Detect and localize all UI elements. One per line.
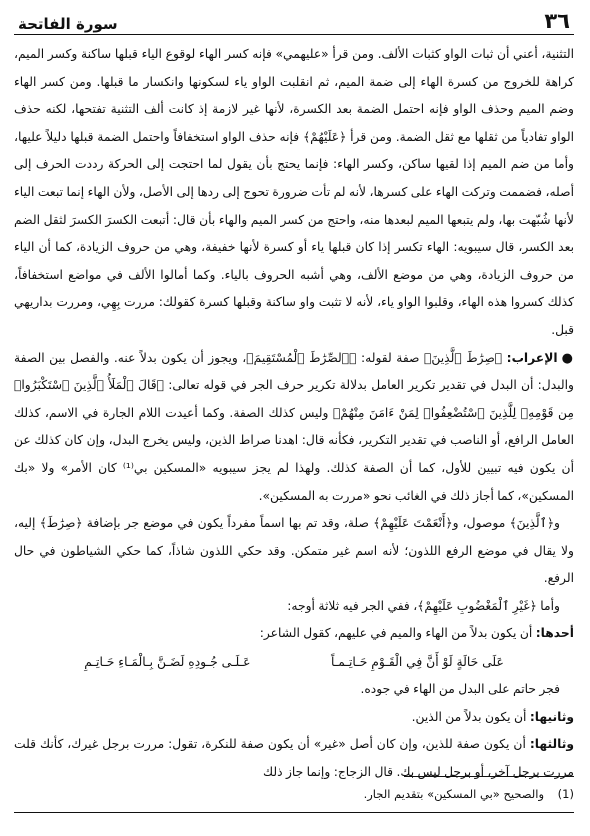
bullet-icon: ● (561, 350, 574, 366)
paragraph-verse-explanation: فجر حاتم على البدل من الهاء في جوده. (360, 682, 560, 697)
paragraph-alladhina: و﴿ٱلَّذِينَ﴾ موصول، و﴿أَنْعَمْتَ عَلَيْهِمْ﴾ صلة، وقد تم بها اسماً مفرداً يكون في موضع جر بإضافة ﴿صِرَٰطَ﴾ إليه، ولا يقال في موضع الرفع اللذون؛ لأنه اسم غير متمكن. وقد حكي اللذون شاذاً، كما حكي الشياطون في حال الرفع. (14, 516, 574, 586)
page-body (14, 35, 574, 786)
second-aspect-label: وثانيها: (529, 709, 574, 724)
page-number: ٣٦ (544, 9, 570, 33)
paragraph-qiraat: التثنية، أعني أن ثبات الواو كثبات الألف. ومن قرأ «عليهمي» فإنه كسر الهاء لوقوع الياء قبلها ساكنة وكسر الميم، كراهة للخروج من كسرة الهاء إلى ضمة الميم، ثم انقلبت الواو ياء لسكونها وانكسار ما قبلها. ومن كسر الهاء وضم الميم وحذف الواو فإنه احتمل الضمة بعد الكسرة، لأنها غير لازمة إذ كانت ألف التثنية تفتحها، لكنه حذف الواو تفادياً من ثقلها مع ثقل الضمة. ومن قرأ ﴿عَلَيْهُمْ﴾ فإنه حذف الواو استخفافاً واحتمل الضمة قبلها دليلاً عليها، وأما من ضم الميم إذا لقيها ساكن، وكسر الهاء: فإنما يحتج بأن يقول لما احتجت إلى الحركة رددت الحرف إلى أصله، فضممت وتركت الهاء على كسرها، لأنه لم تأت ضرورة تحوج إلى ردها إلى الأصل، ولأن الهاء إنما تبعت الياء لأنها شُبّهت بها، ولم يتبعها الميم لبعدها منه، واحتج من كسر الميم والهاء بأن قال: أتبعت الكسرَ الكسرَ لثقل الضم بعد الكسر، قال سيبويه: الهاء تكسر إذا كان قبلها ياء أو كسرة لأنها خفيفة، وهي من حروف الزيادة، كما أن الياء من حروف الزيادة، وهي من موضع الألف، وهي أشبه الحروف بالياء. وكما أمالوا الألف في مواضع استخفافاً، كذلك كسروا هذه الهاء، وقلبوا الواو ياء، لأنه لا تثبت واو ساكنة وقبلها كسرة كقولك: مررت بِهِي، ومررت بداريهي قبل. (14, 47, 574, 337)
third-aspect-label: وثالثها: (529, 737, 574, 752)
footnote-number: (1) (557, 787, 574, 801)
paragraph-third-aspect (14, 731, 574, 786)
i3rab-heading: الإعراب: (506, 350, 558, 365)
page-bottom-rule (14, 812, 574, 813)
footnote (14, 783, 574, 805)
verse-hemistich-second: عَـلَـى جُـودِهِ لَضَـنَّ بِـالْمَـاءِ حَـاتِـمِ (84, 655, 251, 670)
second-aspect-text: أن يكون بدلاً من الذين. (411, 709, 527, 724)
footnote-separator (404, 776, 574, 777)
third-aspect-text: أن يكون صفة للذين، وإن كان أصل «غير» أن يكون صفة للنكرة، تقول: مررت برجل غيرك، كأنك قلت مررت برجل آخر، أو برجل ليس بك. قال الزجاج: وإنما جاز ذلك (14, 737, 574, 779)
i3rab-text: ﴿صِرَٰطَ ٱلَّذِينَ﴾ صفة لقوله: ﴿ٱلصِّرَٰطَ ٱلْمُسْتَقِيمَ﴾، ويجوز أن يكون بدلاً عنه. والفصل بين الصفة والبدل: أن البدل في تقدير تكرير العامل بدلالة تكرير حرف الجر في قوله تعالى: ﴿قَالَ ٱلْمَلَأُ ٱلَّذِينَ ٱسْتَكْبَرُوا۟ مِن قَوْمِهِۦ لِلَّذِينَ ٱسْتُضْعِفُوا۟ لِمَنْ ءَامَنَ مِنْهُمْ﴾ وليس كذلك الصفة. وكما أعيدت اللام الجارة في الاسم، كذلك العامل الرافع، أو الناصب في تقدير التكرير، فكأنه قال: اهدنا صراط الذين، وليس يخرج البدل، وإن كان كذلك عن أن يكون فيه تبيين للأول، كما أن الصفة كذلك. ولهذا لم يجز سيبويه «المسكين بي⁽¹⁾ كان الأمر» ولا «بك المسكين»، كما أجاز ذلك في الغائب نحو «مررت به المسكين». (14, 350, 574, 503)
poetry-verse (14, 648, 574, 676)
verse-hemistich-first: عَلَى حَالَةٍ لَوْ أَنَّ فِي الْقَـوْمِ حَـاتِـمـاً (330, 655, 504, 670)
first-aspect-label: أحدها: (535, 626, 574, 641)
paragraph-second-aspect (14, 704, 574, 732)
paragraph-ghayr: وأما ﴿غَيْرِ ٱلْمَغْضُوبِ عَلَيْهِمْ﴾، ففي الجر فيه ثلاثة أوجه: (287, 598, 560, 613)
first-aspect-text: أن يكون بدلاً من الهاء والميم في عليهم، كقول الشاعر: (259, 626, 533, 641)
paragraph-first-aspect (14, 620, 574, 648)
running-head: سورة الفاتحة (18, 15, 118, 33)
page-header (14, 0, 574, 35)
footnote-text: والصحيح «بي المسكين» بتقديم الجار. (363, 787, 545, 801)
paragraph-i3rab (14, 345, 574, 511)
